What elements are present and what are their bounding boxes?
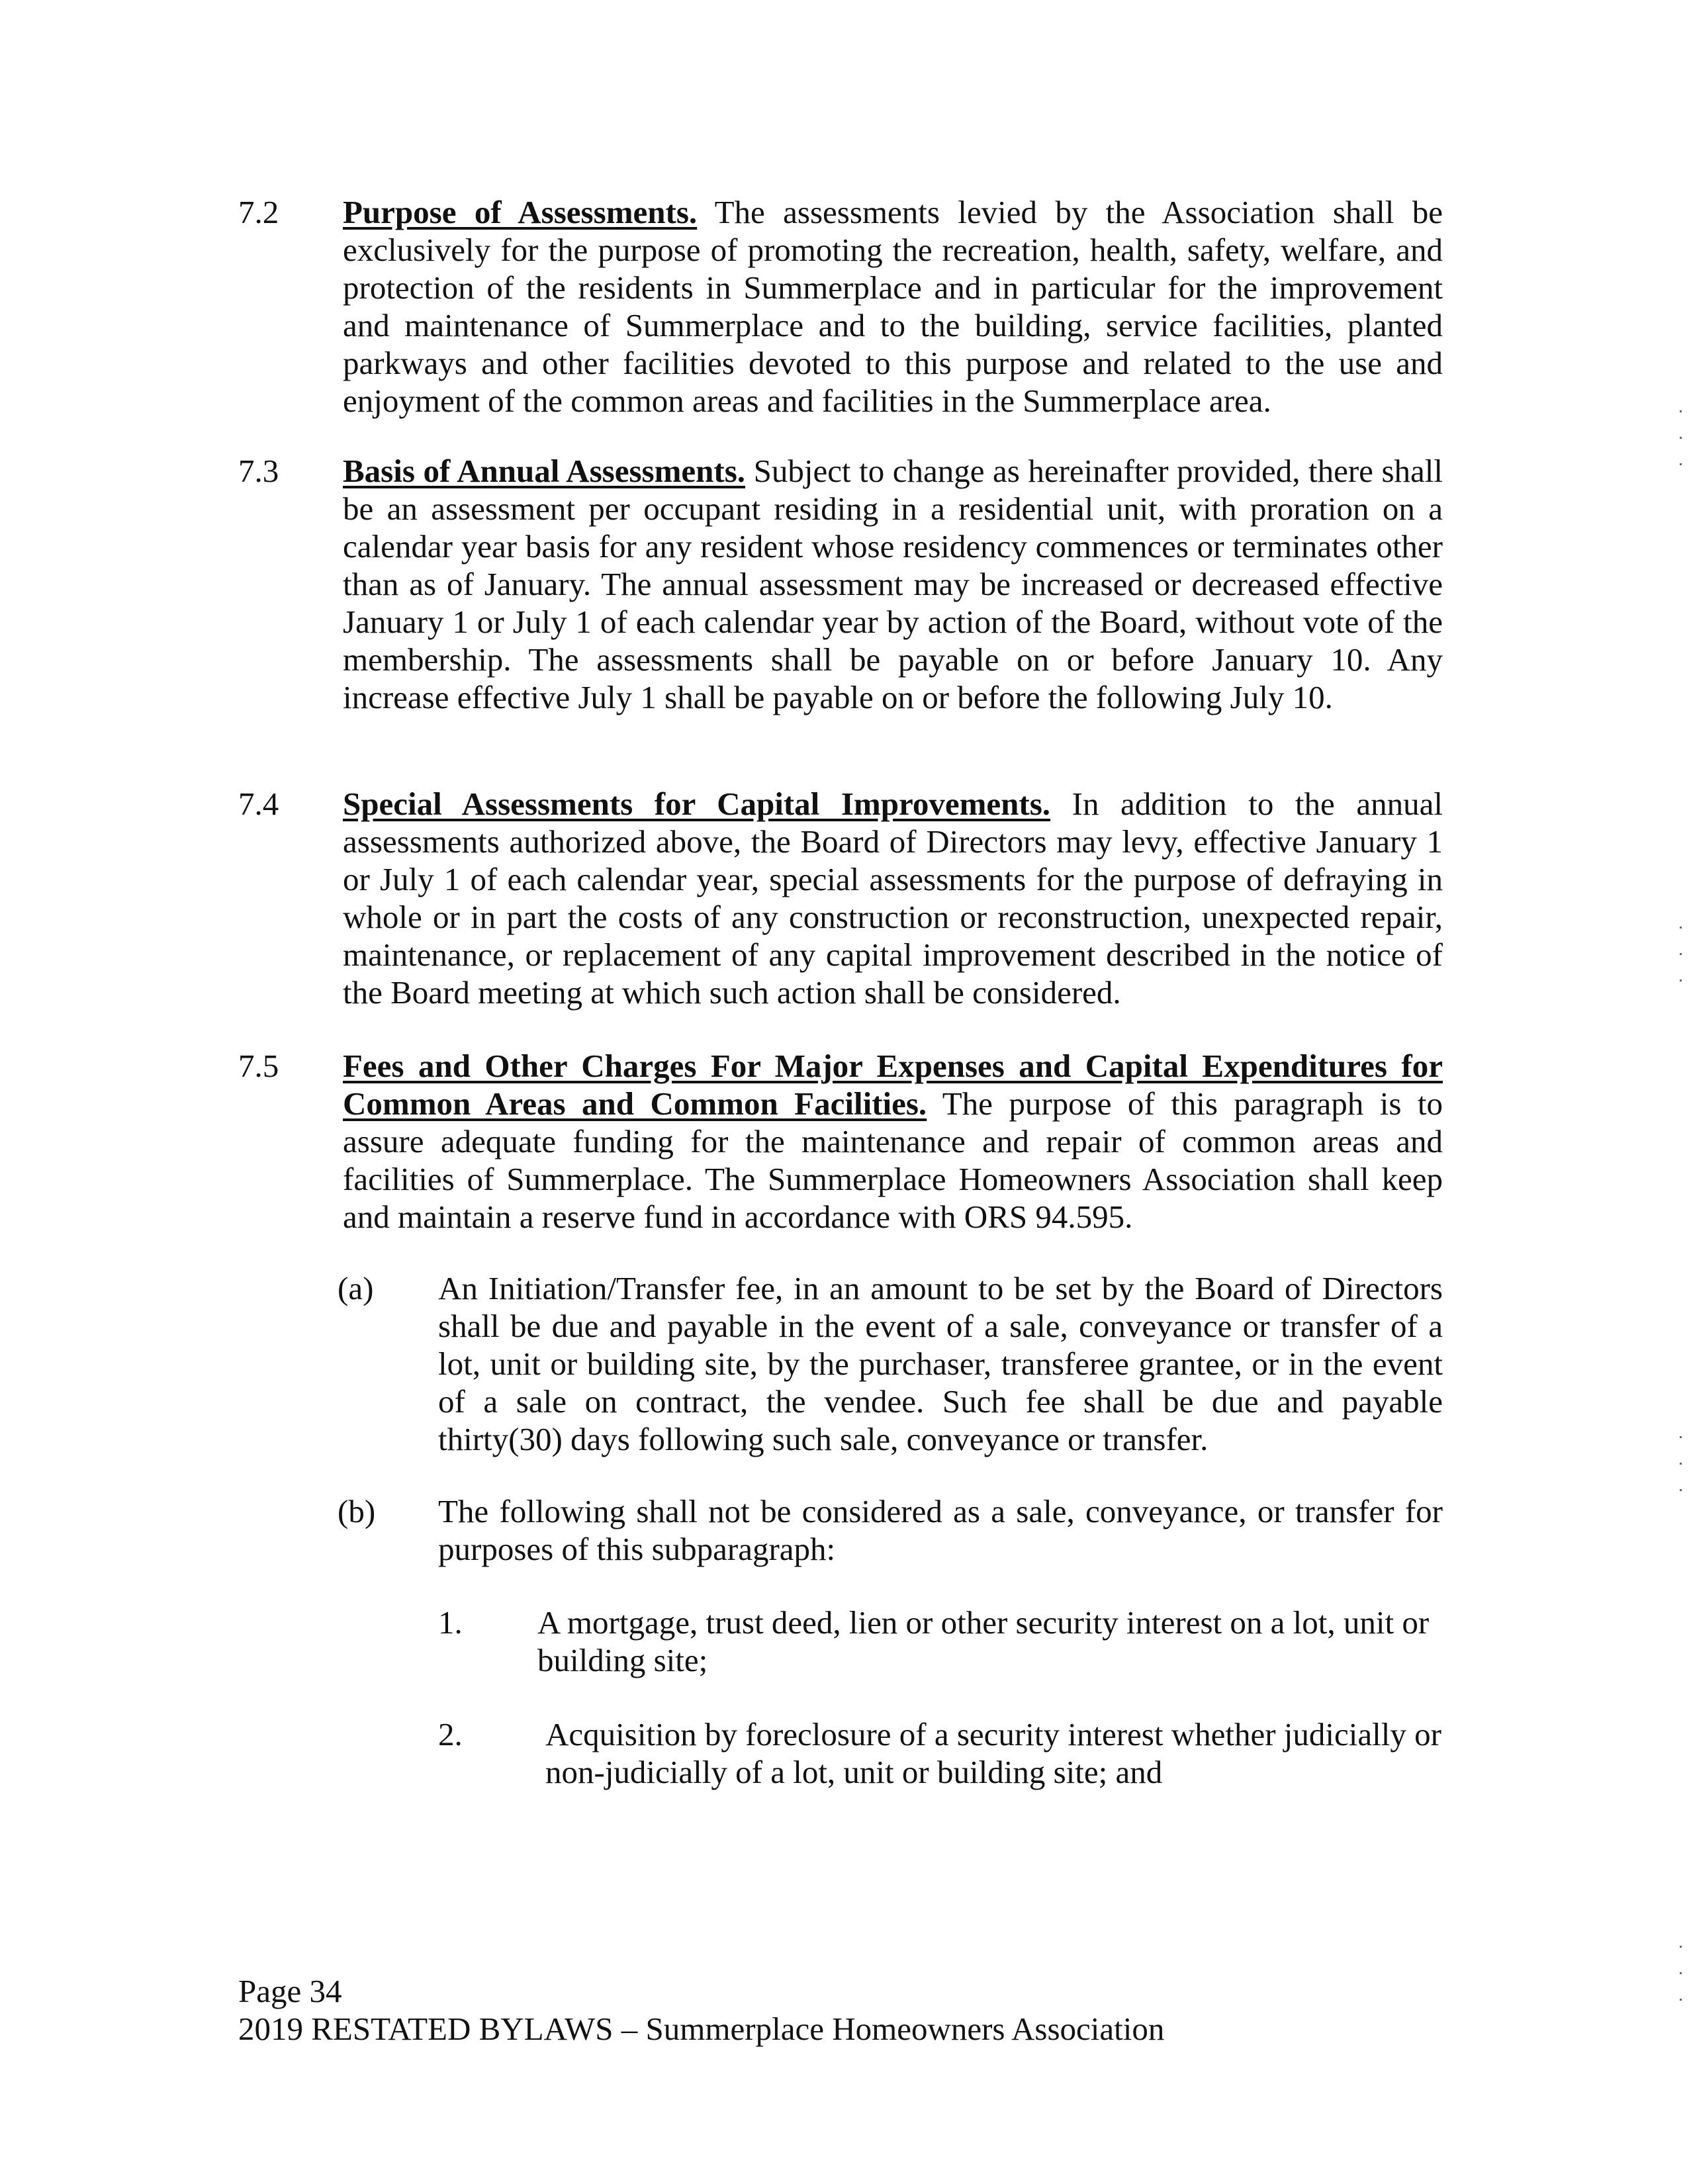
scan-artifact — [1680, 437, 1682, 439]
section-text: Subject to change as hereinafter provided, there shall be an assessment per occupant residing in a residential unit, with proration on a calendar year basis for any resident whose residency commences or terminates other than as of January. The annual assessment may be increased or decreased effective January 1 or July 1 of each calendar year by action of the Board, without vote of the membership. The assessments shall be payable on or before January 10. Any increase effective July 1 shall be payable on or before the following July 10. — [343, 453, 1443, 715]
subparagraph-text: The following shall not be considered as a sale, conveyance, or transfer for purposes of this subparagraph: — [438, 1493, 1443, 1567]
scan-artifact — [1680, 1972, 1682, 1974]
scan-artifact — [1680, 1489, 1682, 1491]
scan-artifact — [1680, 410, 1682, 412]
scan-artifact — [1680, 1436, 1682, 1438]
scan-artifact — [1680, 1946, 1682, 1948]
section-heading: Purpose of Assessments. — [343, 194, 698, 230]
list-item-text: A mortgage, trust deed, lien or other security interest on a lot, unit or building site; — [537, 1604, 1430, 1678]
section-number: 7.4 — [238, 786, 279, 822]
section-number: 7.3 — [238, 453, 279, 489]
section-paragraph — [343, 1047, 1443, 1236]
section-text: The assessments levied by the Association shall be exclusively for the purpose of promoting the recreation, health, safety, welfare, and protection of the residents in Summerplace and in particular for the improvement and maintenance of Summerplace and to the building, service facilities, planted parkways and other facilities devoted to this purpose and related to the use and enjoyment of the common areas and facilities in the Summerplace area. — [343, 194, 1443, 419]
scan-artifact — [1680, 463, 1682, 465]
section-number: 7.2 — [238, 194, 279, 230]
subparagraph-label: (b) — [338, 1493, 376, 1529]
section-heading: Basis of Annual Assessments. — [343, 453, 746, 489]
page-number: Page 34 — [238, 1973, 342, 2009]
section-heading: Special Assessments for Capital Improvements. — [343, 786, 1051, 822]
list-item-label: 2. — [438, 1716, 463, 1752]
subparagraph-label: (a) — [338, 1270, 374, 1306]
page-footer — [238, 1972, 1164, 2048]
subparagraph-text: An Initiation/Transfer fee, in an amount to be set by the Board of Directors shall be due and payable in the event of a sale, conveyance or transfer of a lot, unit or building site, by the purchaser, transferee grantee, or in the event of a sale on contract, the vendee. Such fee shall be due and payable thirty(30) days following such sale, conveyance or transfer. — [438, 1270, 1443, 1457]
section-paragraph — [343, 452, 1443, 716]
document-title: 2019 RESTATED BYLAWS – Summerplace Homeowners Association — [238, 2011, 1165, 2047]
section-paragraph — [343, 785, 1443, 1011]
scan-artifact — [1680, 953, 1682, 955]
section-text: In addition to the annual assessments authorized above, the Board of Directors may levy, effective January 1 or July 1 of each calendar year, special assessments for the purpose of defraying in whole or in part the costs of any construction or reconstruction, unexpected repair, maintenance, or replacement of any capital improvement described in the notice of the Board meeting at which such action shall be considered. — [343, 786, 1443, 1011]
scan-artifact — [1680, 1999, 1682, 2001]
scan-artifact — [1680, 1463, 1682, 1465]
section-heading: Fees and Other Charges For Major Expenses and Capital Expenditures for Common Areas and Common Facilities. — [343, 1048, 1443, 1122]
section-number: 7.5 — [238, 1048, 279, 1084]
scan-artifact — [1680, 927, 1682, 929]
list-item-label: 1. — [438, 1604, 463, 1641]
section-text: The purpose of this paragraph is to assure adequate funding for the maintenance and repair of common areas and facilities of Summerplace. The Summerplace Homeowners Association shall keep and maintain a reserve fund in accordance with ORS 94.595. — [343, 1085, 1443, 1235]
scan-artifact — [1680, 979, 1682, 981]
list-item-text: Acquisition by foreclosure of a security interest whether judicially or non-judicially of a lot, unit or building site; and — [545, 1716, 1441, 1790]
section-paragraph — [343, 193, 1443, 420]
